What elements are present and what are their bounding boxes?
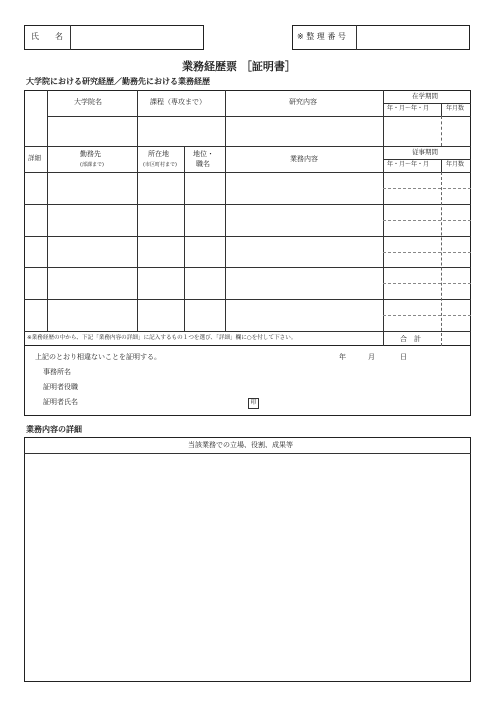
certifier-title-label: 証明者役職: [43, 383, 78, 391]
course-input[interactable]: [138, 117, 224, 145]
col-location-sub: (市区町村まで): [143, 162, 177, 168]
office-input[interactable]: [90, 366, 290, 379]
table-row[interactable]: [25, 300, 383, 330]
office-label: 事務所名: [43, 368, 71, 376]
name-input[interactable]: [71, 26, 203, 49]
total-label: 合 計: [400, 335, 421, 343]
col-detail: 詳細: [28, 154, 41, 162]
table-row[interactable]: [25, 268, 383, 298]
col-months: 年月数: [446, 105, 465, 112]
col-period2: 年・月～年・月: [387, 161, 430, 168]
col-course: 課程（専攻まで）: [150, 98, 206, 106]
ref-number-label: ※ 整 理 番 号: [297, 32, 346, 41]
certifier-name-label: 証明者氏名: [43, 398, 78, 406]
certify-day: 日: [400, 353, 407, 361]
certifier-title-input[interactable]: [90, 381, 290, 394]
detail-textarea[interactable]: [26, 455, 469, 680]
table-row[interactable]: [25, 205, 383, 235]
col-duties: 業務内容: [290, 155, 318, 163]
certify-month: 月: [368, 353, 375, 361]
col-location: 所在地: [148, 150, 169, 158]
col-employer: 勤務先: [80, 150, 101, 158]
seal-mark: 印: [248, 398, 259, 409]
section1-heading: 大学院における研究経歴／勤務先における業務経歴: [26, 77, 210, 86]
ref-number-input[interactable]: [357, 26, 469, 49]
certify-year: 年: [339, 353, 346, 361]
col-research: 研究内容: [289, 98, 317, 106]
section2-heading: 業務内容の詳細: [26, 425, 82, 434]
col-months2: 年月数: [446, 161, 465, 168]
grad-school-input[interactable]: [48, 117, 136, 145]
col-position-2: 職名: [196, 160, 210, 168]
certifier-name-input[interactable]: [90, 396, 240, 409]
table-row[interactable]: [25, 173, 383, 203]
col-grad-school: 大学院名: [74, 98, 102, 106]
selection-note: ※業務経歴の中から、下記「業務内容の詳細」に記入するもの１つを選び、「詳細」欄に○を付して下さい。: [27, 335, 297, 341]
total-months-input[interactable]: [442, 332, 470, 345]
col-position-1: 地位・: [193, 150, 214, 158]
name-label: 氏 名: [31, 32, 63, 41]
col-employed: 従事期間: [412, 148, 438, 156]
certify-statement: 上記のとおり相違ないことを証明する。: [35, 353, 161, 361]
research-input[interactable]: [226, 117, 382, 145]
page-title: 業務経歴票 ［証明書］: [182, 60, 296, 73]
col-employer-sub: (部課まで): [80, 162, 104, 168]
col-period: 年・月～年・月: [387, 105, 430, 112]
col-enrolled: 在学期間: [412, 92, 438, 100]
detail-box-header: 当該業務での立場、役割、成果等: [188, 441, 293, 449]
table-row[interactable]: [25, 237, 383, 266]
